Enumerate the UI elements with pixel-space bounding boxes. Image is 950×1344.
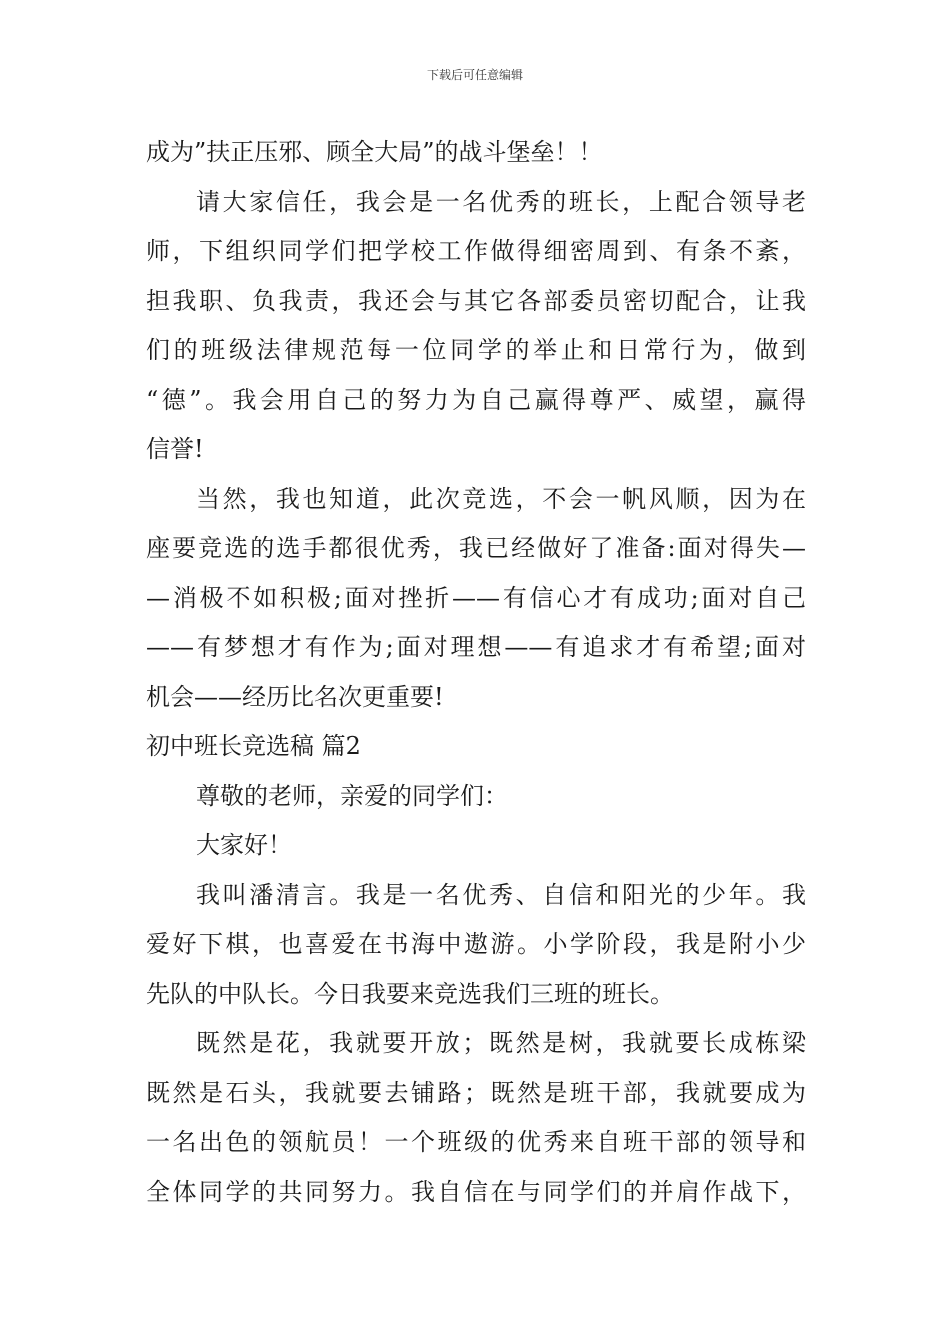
paragraph-first-line: 请大家信任，我会是一名优秀的班长，上配合领导老 <box>196 187 806 216</box>
text-line: 机会——经历比名次更重要! <box>146 682 444 711</box>
text-line: 成为”扶正压邪、顾全大局”的战斗堡垒！！ <box>146 138 603 166</box>
paragraph-first-line: 当然，我也知道，此次竞选，不会一帆风顺，因为在 <box>196 484 806 513</box>
greeting-line: 大家好！ <box>196 831 292 859</box>
text-line: “德”。我会用自己的努力为自己赢得尊严、威望，赢得 <box>146 385 806 414</box>
text-line: 一名出色的领航员！一个班级的优秀来自班干部的领导和 <box>146 1128 806 1156</box>
text-line: 担我职、负我责，我还会与其它各部委员密切配合，让我 <box>146 286 806 315</box>
document-body <box>146 128 806 1217</box>
section-heading: 初中班长竞选稿 篇2 <box>146 732 361 760</box>
greeting-line: 尊敬的老师，亲爱的同学们： <box>196 781 508 810</box>
page-header: 下载后可任意编辑 <box>426 68 523 82</box>
text-line: 师，下组织同学们把学校工作做得细密周到、有条不紊， <box>146 237 806 265</box>
text-line: —消极不如积极;面对挫折——有信心才有成功;面对自己 <box>146 583 806 612</box>
text-line: 爱好下棋，也喜爱在书海中遨游。小学阶段，我是附小少 <box>146 930 806 958</box>
text-line: 既然是石头，我就要去铺路；既然是班干部，我就要成为 <box>146 1078 806 1107</box>
text-line: 全体同学的共同努力。我自信在与同学们的并肩作战下， <box>146 1177 806 1206</box>
text-line: 们的班级法律规范每一位同学的举止和日常行为，做到 <box>146 336 806 364</box>
text-line: 信誉! <box>146 435 204 463</box>
text-line: 座要竞选的选手都很优秀，我已经做好了准备:面对得失— <box>146 534 806 562</box>
paragraph-first-line: 我叫潘清言。我是一名优秀、自信和阳光的少年。我 <box>196 880 806 909</box>
text-line: ——有梦想才有作为;面对理想——有追求才有希望;面对 <box>146 633 806 661</box>
paragraph-first-line: 既然是花，我就要开放；既然是树，我就要长成栋梁 <box>196 1029 806 1057</box>
text-line: 先队的中队长。今日我要来竞选我们三班的班长。 <box>146 979 674 1008</box>
